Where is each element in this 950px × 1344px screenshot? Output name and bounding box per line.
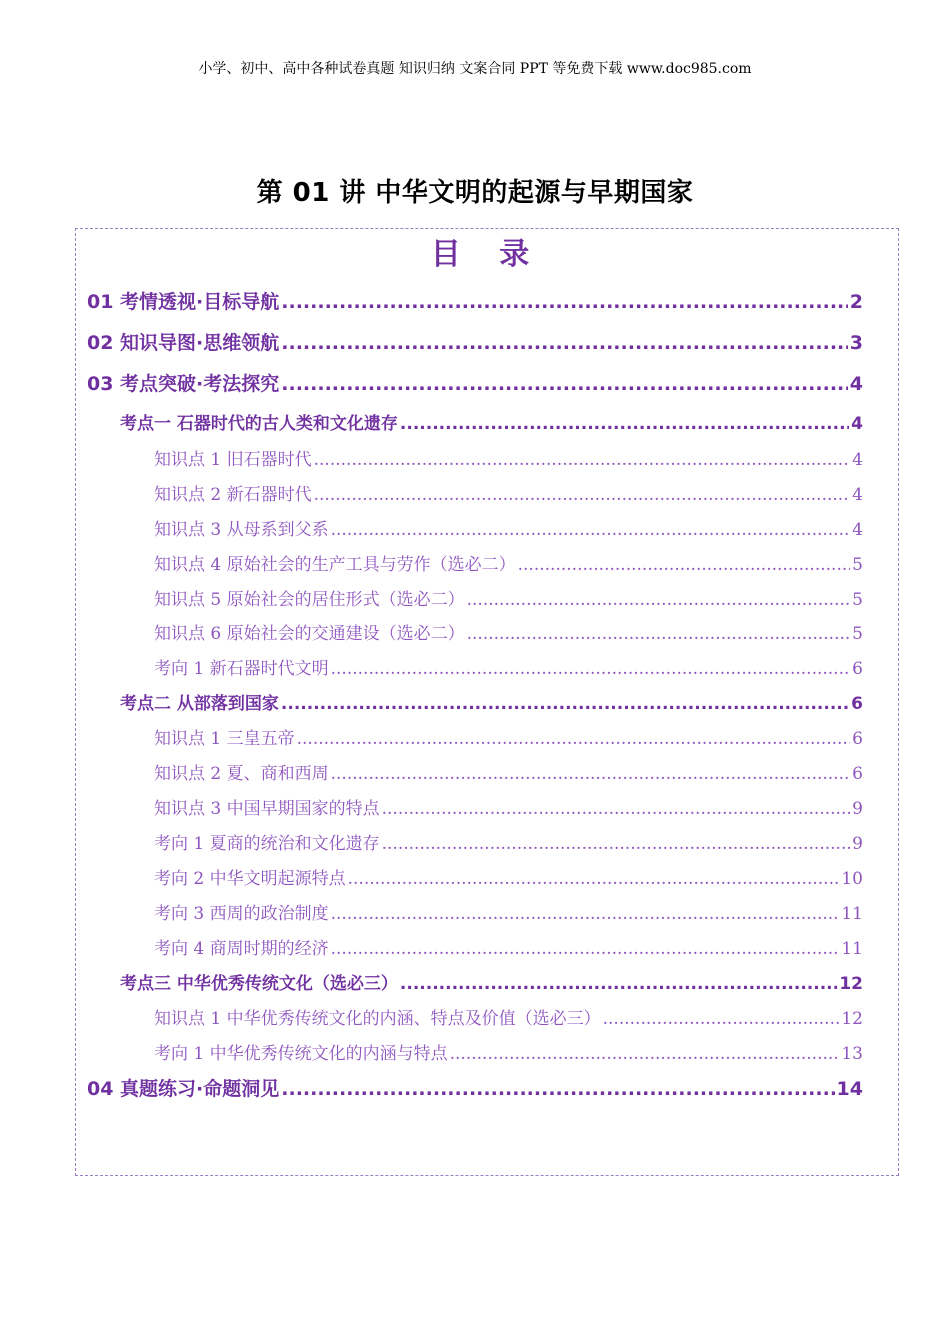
toc-leader-dots	[603, 1009, 840, 1029]
toc-leader-dots	[400, 414, 849, 434]
toc-entry[interactable]	[87, 287, 863, 314]
toc-leader-dots	[331, 659, 851, 679]
toc-leader-dots	[450, 1044, 840, 1064]
toc-entry-page: 9	[852, 799, 863, 819]
toc-entry-page: 5	[852, 624, 863, 644]
toc-leader-dots	[331, 904, 840, 924]
toc-entry-label: 知识点 5 原始社会的居住形式（选必二）	[154, 590, 465, 610]
toc-entry-label: 考向 1 新石器时代文明	[154, 659, 329, 679]
toc-entry[interactable]	[87, 1074, 863, 1101]
toc-entry[interactable]	[154, 934, 863, 959]
toc-entry-page: 2	[849, 291, 863, 313]
toc-entry[interactable]	[154, 1039, 863, 1064]
toc-leader-dots	[400, 974, 837, 994]
toc-entry-page: 6	[852, 659, 863, 679]
toc-entry-label: 知识点 1 旧石器时代	[154, 450, 312, 470]
toc-leader-dots	[331, 520, 851, 540]
toc-leader-dots	[382, 834, 851, 854]
toc-entry-label: 03 考点突破·考法探究	[87, 373, 280, 395]
toc-leader-dots	[281, 291, 847, 313]
toc-leader-dots	[281, 373, 847, 395]
toc-entry[interactable]	[154, 445, 863, 470]
toc-entry[interactable]	[154, 654, 863, 679]
toc-entry-page: 4	[852, 520, 863, 540]
toc-entry-page: 10	[841, 869, 863, 889]
toc-entry[interactable]	[120, 969, 863, 994]
toc-leader-dots	[518, 555, 851, 575]
toc-entry[interactable]	[87, 369, 863, 396]
toc-entry-page: 12	[841, 1009, 863, 1029]
toc-leader-dots	[297, 729, 851, 749]
toc-entry-page: 14	[836, 1078, 863, 1100]
toc-entry-page: 4	[852, 485, 863, 505]
toc-leader-dots	[281, 1078, 834, 1100]
toc-entry-label: 考点一 石器时代的古人类和文化遗存	[120, 414, 398, 434]
toc-entry-page: 6	[852, 729, 863, 749]
toc-entry[interactable]	[154, 794, 863, 819]
toc-entry[interactable]	[154, 899, 863, 924]
toc-entry-label: 考向 1 夏商的统治和文化遗存	[154, 834, 380, 854]
toc-leader-dots	[281, 694, 849, 714]
toc-entry-label: 知识点 1 三皇五帝	[154, 729, 295, 749]
toc-entry-page: 6	[851, 694, 863, 714]
toc-entry-page: 9	[852, 834, 863, 854]
toc-leader-dots	[467, 590, 851, 610]
toc-entry[interactable]	[154, 724, 863, 749]
toc-entry-label: 考向 1 中华优秀传统文化的内涵与特点	[154, 1044, 448, 1064]
toc-entry-page: 5	[852, 590, 863, 610]
table-of-contents	[75, 228, 899, 1176]
toc-entry-label: 04 真题练习·命题洞见	[87, 1078, 280, 1100]
toc-entry[interactable]	[120, 409, 863, 434]
toc-entry-page: 4	[851, 414, 863, 434]
toc-entry-label: 知识点 1 中华优秀传统文化的内涵、特点及价值（选必三）	[154, 1009, 601, 1029]
toc-entry-label: 考向 3 西周的政治制度	[154, 904, 329, 924]
toc-entry-label: 知识点 3 从母系到父系	[154, 520, 329, 540]
toc-entry-label: 知识点 2 夏、商和西周	[154, 764, 329, 784]
toc-entry[interactable]	[154, 619, 863, 644]
toc-entry[interactable]	[87, 328, 863, 355]
toc-entry-page: 13	[841, 1044, 863, 1064]
toc-entry-label: 02 知识导图·思维领航	[87, 332, 280, 354]
toc-entry-label: 考点二 从部落到国家	[120, 694, 279, 714]
toc-entry-page: 4	[849, 373, 863, 395]
toc-entry-page: 4	[852, 450, 863, 470]
toc-entry-page: 11	[841, 904, 863, 924]
toc-entry[interactable]	[154, 550, 863, 575]
toc-entry-label: 考点三 中华优秀传统文化（选必三）	[120, 974, 398, 994]
toc-entry-page: 3	[849, 332, 863, 354]
toc-entry-page: 11	[841, 939, 863, 959]
toc-leader-dots	[314, 485, 851, 505]
toc-entry[interactable]	[154, 759, 863, 784]
toc-leader-dots	[314, 450, 851, 470]
toc-entry[interactable]	[154, 480, 863, 505]
toc-entry-page: 6	[852, 764, 863, 784]
toc-leader-dots	[348, 869, 840, 889]
toc-leader-dots	[281, 332, 847, 354]
toc-leader-dots	[467, 624, 851, 644]
toc-entry[interactable]	[154, 585, 863, 610]
toc-entry[interactable]	[154, 864, 863, 889]
toc-entry-label: 知识点 6 原始社会的交通建设（选必二）	[154, 624, 465, 644]
toc-leader-dots	[331, 764, 851, 784]
toc-entry-label: 考向 4 商周时期的经济	[154, 939, 329, 959]
page-header: 小学、初中、高中各种试卷真题 知识归纳 文案合同 PPT 等免费下载 www.doc985.com	[198, 61, 752, 77]
toc-entry-label: 知识点 3 中国早期国家的特点	[154, 799, 380, 819]
toc-entry[interactable]	[154, 829, 863, 854]
toc-heading: 目 录	[430, 237, 544, 272]
toc-entry[interactable]	[120, 689, 863, 714]
toc-entry[interactable]	[154, 515, 863, 540]
toc-leader-dots	[331, 939, 840, 959]
toc-entry-page: 5	[852, 555, 863, 575]
toc-leader-dots	[382, 799, 851, 819]
toc-entry-label: 知识点 4 原始社会的生产工具与劳作（选必二）	[154, 555, 516, 575]
toc-entry-label: 01 考情透视·目标导航	[87, 291, 280, 313]
toc-entry-label: 知识点 2 新石器时代	[154, 485, 312, 505]
document-title: 第 01 讲 中华文明的起源与早期国家	[256, 178, 694, 208]
toc-entry[interactable]	[154, 1004, 863, 1029]
toc-entry-page: 12	[839, 974, 863, 994]
toc-entry-label: 考向 2 中华文明起源特点	[154, 869, 346, 889]
